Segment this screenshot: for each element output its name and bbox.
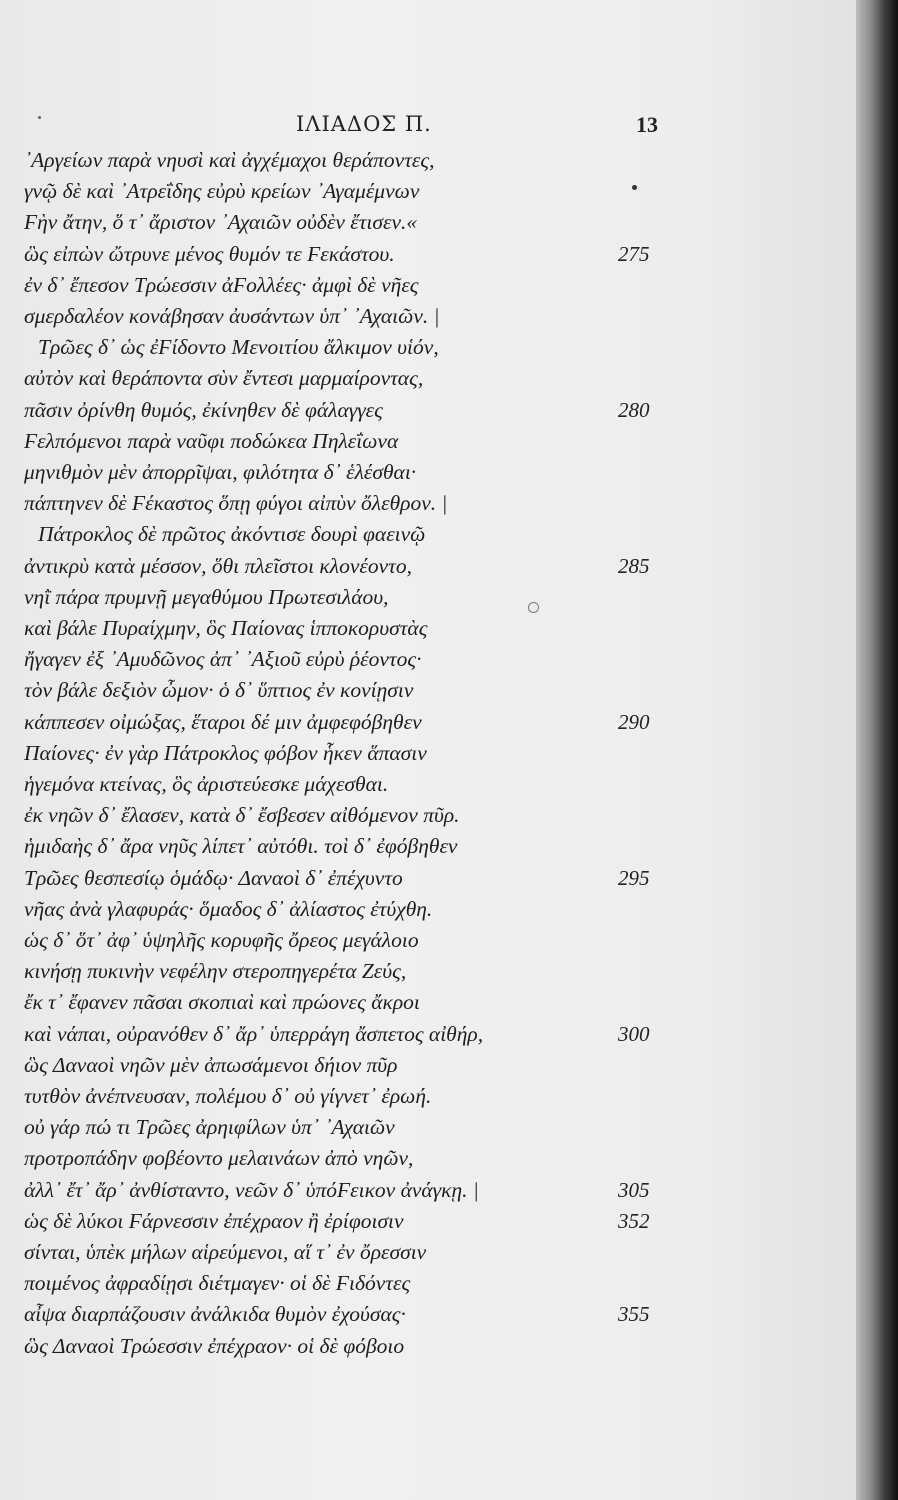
- verse-line: [0, 179, 860, 209]
- verse-text: ἐκ νηῶν δ᾽ ἔλασεν, κατὰ δ᾽ ἔσβεσεν αἰθόμενον πῦρ.: [24, 803, 460, 828]
- verse-line: [0, 242, 860, 272]
- scan-ring: [528, 602, 539, 613]
- verse-text: ὡς δ᾽ ὅτ᾽ ἀφ᾽ ὑψηλῆς κορυφῆς ὄρεος μεγάλοιο: [24, 928, 419, 952]
- line-number: 300: [618, 1021, 650, 1046]
- verse-text: νῆας ἀνὰ γλαφυράς· ὅμαδος δ᾽ ἀλίαστος ἐτύχθη.: [24, 896, 433, 921]
- verse-text: ἤγαγεν ἐξ ᾽Αμυδῶνος ἀπ᾽ ᾽Αξιοῦ εὐρὺ ῥέοντος·: [24, 647, 422, 672]
- verse-line: [0, 335, 860, 365]
- verse-text: ἐν δ᾽ ἔπεσον Τρώεσσιν ἀϜολλέες· ἀμφὶ δὲ νῆες: [24, 272, 419, 297]
- verse-line: [0, 741, 860, 771]
- line-number: 280: [618, 397, 650, 422]
- verse-line: [0, 1271, 860, 1301]
- verse-line: [0, 647, 860, 677]
- line-number: 295: [618, 865, 650, 890]
- verse-line: [0, 710, 860, 740]
- verse-line: [0, 1146, 860, 1176]
- verse-line: [0, 398, 860, 428]
- verse-line: [0, 1053, 860, 1083]
- verse-text: Πάτροκλος δὲ πρῶτος ἀκόντισε δουρὶ φαεινῷ: [38, 522, 426, 547]
- verse-text: ὡς δὲ λύκοι Ϝάρνεσσιν ἐπέχραον ἢ ἐρίφοισιν: [24, 1208, 404, 1233]
- verse-line: [0, 1084, 860, 1114]
- verse-text: μηνιθμὸν μὲν ἀπορρῖψαι, φιλότητα δ᾽ ἑλέσθαι·: [24, 460, 417, 484]
- verse-line: [0, 1178, 860, 1208]
- verse-line: [0, 429, 860, 459]
- verse-line: [0, 1334, 860, 1364]
- verse-line: [0, 1209, 860, 1239]
- verse-text: σίνται, ὑπὲκ μήλων αἱρεύμενοι, αἵ τ᾽ ἐν ὄρεσσιν: [24, 1240, 427, 1264]
- verse-text: Ϝὴν ἄτην, ὅ τ᾽ ἄριστον ᾽Αχαιῶν οὐδὲν ἔτισεν.«: [24, 210, 418, 235]
- page-number: 13: [636, 112, 658, 137]
- scan-speck: [632, 185, 637, 190]
- verse-text: ἡγεμόνα κτείνας, ὃς ἀριστεύεσκε μάχεσθαι.: [24, 772, 389, 796]
- verse-text: Τρῶες θεσπεσίῳ ὁμάδῳ· Δαναοὶ δ᾽ ἐπέχυντο: [24, 865, 403, 890]
- running-head: [0, 112, 860, 142]
- verse-text: ὣς εἰπὼν ὤτρυνε μένος θυμόν τε Ϝεκάστου.: [24, 241, 395, 266]
- verse-line: [0, 1240, 860, 1270]
- verse-text: ἔκ τ᾽ ἔφανεν πᾶσαι σκοπιαὶ καὶ πρώονες ἄκροι: [24, 990, 420, 1015]
- verse-line: [0, 554, 860, 584]
- verse-text: κινήσῃ πυκινὴν νεφέλην στεροπηγερέτα Ζεύς,: [24, 959, 407, 984]
- verse-line: [0, 928, 860, 958]
- verse-text: αὐτὸν καὶ θεράποντα σὺν ἔντεσι μαρμαίροντας,: [24, 366, 424, 391]
- verse-text: προτροπάδην φοβέοντο μελαινάων ἀπὸ νηῶν,: [24, 1146, 414, 1171]
- running-title: ΙΛΙΑΔΟΣ Π.: [296, 112, 432, 136]
- line-number: 305: [618, 1177, 650, 1202]
- verse-line: [0, 1022, 860, 1052]
- verse-text: οὐ γάρ πώ τι Τρῶες ἀρηιφίλων ὑπ᾽ ᾽Αχαιῶν: [24, 1115, 395, 1140]
- verse-text: ἀντικρὺ κατὰ μέσσον, ὅθι πλεῖστοι κλονέοντο,: [24, 553, 412, 578]
- verse-line: [0, 148, 860, 178]
- verse-text: πᾶσιν ὀρίνθη θυμός, ἐκίνηθεν δὲ φάλαγγες: [24, 397, 383, 422]
- verse-text: γνῷ δὲ καὶ ᾽Ατρεΐδης εὐρὺ κρείων ᾽Αγαμέμνων: [24, 179, 420, 204]
- verse-text: ἀλλ᾽ ἔτ᾽ ἄρ᾽ ἀνθίσταντο, νεῶν δ᾽ ὑπόϜεικον ἀνάγκῃ. |: [24, 1177, 479, 1202]
- verse-text: πάπτηνεν δὲ Ϝέκαστος ὅπῃ φύγοι αἰπὺν ὄλεθρον. |: [24, 491, 448, 516]
- verse-text: ᾽Αργείων παρὰ νηυσὶ καὶ ἀγχέμαχοι θεράποντες,: [24, 148, 435, 172]
- page-edge-shadow: [856, 0, 898, 1500]
- verse-line: [0, 1115, 860, 1145]
- verse-line: [0, 366, 860, 396]
- verse-line: [0, 803, 860, 833]
- verse-text: ὣς Δαναοὶ Τρώεσσιν ἐπέχραον· οἱ δὲ φόβοιο: [24, 1333, 405, 1358]
- verse-text: Ϝελπόμενοι παρὰ ναῦφι ποδώκεα Πηλεΐωνα: [24, 428, 399, 453]
- verse-text: τὸν βάλε δεξιὸν ὦμον· ὁ δ᾽ ὕπτιος ἐν κονίῃσιν: [24, 678, 414, 703]
- verse-line: [0, 273, 860, 303]
- verse-text: σμερδαλέον κονάβησαν ἀυσάντων ὑπ᾽ ᾽Αχαιῶν. |: [24, 304, 440, 328]
- verse-line: [0, 616, 860, 646]
- verse-text: αἶψα διαρπάζουσιν ἀνάλκιδα θυμὸν ἐχούσας·: [24, 1302, 406, 1327]
- verse-line: [0, 585, 860, 615]
- verse-line: [0, 304, 860, 334]
- line-number: 290: [618, 709, 650, 734]
- verse-text: ἡμιδαὴς δ᾽ ἄρα νηῦς λίπετ᾽ αὐτόθι. τοὶ δ᾽ ἐφόβηθεν: [24, 834, 458, 859]
- verse-line: [0, 522, 860, 552]
- verse-line: [0, 990, 860, 1020]
- verse-text: Τρῶες δ᾽ ὡς ἐϜίδοντο Μενοιτίου ἄλκιμον υἱόν,: [38, 335, 439, 360]
- verse-text: τυτθὸν ἀνέπνευσαν, πολέμου δ᾽ οὐ γίγνετ᾽ ἐρωή.: [24, 1084, 432, 1108]
- verse-line: [0, 678, 860, 708]
- line-number: 352: [618, 1208, 650, 1233]
- verse-text: καὶ νάπαι, οὐρανόθεν δ᾽ ἄρ᾽ ὑπερράγη ἄσπετος αἰθήρ,: [24, 1021, 484, 1046]
- verse-line: [0, 1302, 860, 1332]
- verse-line: [0, 772, 860, 802]
- verse-text: ὣς Δαναοὶ νηῶν μὲν ἀπωσάμενοι δήιον πῦρ: [24, 1052, 398, 1077]
- verse-line: [0, 210, 860, 240]
- verse-text: καὶ βάλε Πυραίχμην, ὃς Παίονας ἱπποκορυστὰς: [24, 616, 428, 640]
- line-number: 275: [618, 241, 650, 266]
- verse-line: [0, 834, 860, 864]
- line-number: 285: [618, 553, 650, 578]
- verse-text: κάππεσεν οἰμώξας, ἕταροι δέ μιν ἀμφεφόβηθεν: [24, 709, 422, 734]
- verse-line: [0, 460, 860, 490]
- verse-text: Παίονες· ἐν γὰρ Πάτροκλος φόβον ἧκεν ἅπασιν: [24, 740, 427, 765]
- verse-line: [0, 897, 860, 927]
- line-number: 355: [618, 1302, 650, 1327]
- verse-line: [0, 959, 860, 989]
- verse-line: [0, 866, 860, 896]
- verse-line: [0, 491, 860, 521]
- verse-text: νηῒ πάρα πρυμνῇ μεγαθύμου Πρωτεσιλάου,: [24, 584, 389, 609]
- scan-speck: [38, 116, 41, 119]
- verse-text: ποιμένος ἀφραδίῃσι διέτμαγεν· οἱ δὲ Ϝιδόντες: [24, 1271, 411, 1296]
